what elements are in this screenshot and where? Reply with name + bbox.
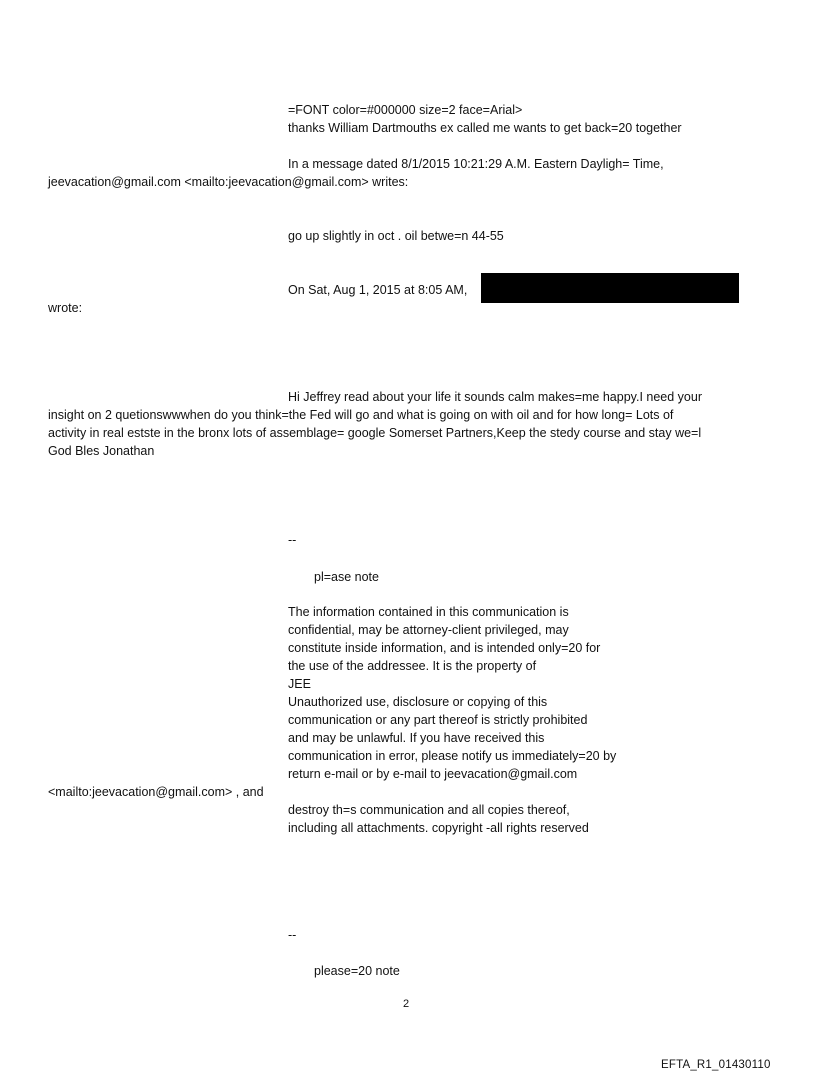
reply-oil-line: go up slightly in oct . oil betwe=n 44-55 xyxy=(288,229,504,243)
wrote-line: wrote: xyxy=(48,301,83,315)
disclaimer-line: confidential, may be attorney-client privileged, may xyxy=(288,623,569,637)
message-line-2: insight on 2 quetionswwwhen do you think=the Fed will go and what is going on with oil and for how long= Lots of xyxy=(48,408,674,422)
quote-header-sender: jeevacation@gmail.com <mailto:jeevacation@gmail.com> writes: xyxy=(48,175,409,189)
disclaimer-line: communication in error, please notify us immediately=20 by xyxy=(288,749,617,763)
bates-id: EFTA_R1_01430110 xyxy=(661,1059,771,1071)
disclaimer-line: communication or any part thereof is strictly prohibited xyxy=(288,713,588,727)
disclaimer-line: and may be unlawful. If you have received this xyxy=(288,731,545,745)
disclaimer-line: JEE xyxy=(288,677,311,691)
quote-header-line: In a message dated 8/1/2015 10:21:29 A.M. Eastern Dayligh= Time, xyxy=(288,157,664,171)
message-line-3: activity in real estste in the bronx lots of assemblage= google Somerset Partners,Keep the stedy course and stay we=l xyxy=(48,426,702,440)
disclaimer-end-line: destroy th=s communication and all copies thereof, xyxy=(288,803,570,817)
redaction-box xyxy=(481,273,739,303)
page-number: 2 xyxy=(403,998,410,1010)
disclaimer-line: the use of the addressee. It is the property of xyxy=(288,659,537,673)
on-date-line: On Sat, Aug 1, 2015 at 8:05 AM, xyxy=(288,283,468,297)
disclaimer-line: The information contained in this communication is xyxy=(288,605,569,619)
disclaimer-line: Unauthorized use, disclosure or copying of this xyxy=(288,695,548,709)
disclaimer-end-line: including all attachments. copyright -all rights reserved xyxy=(288,821,589,835)
signature-separator: -- xyxy=(288,533,297,547)
reply-line: thanks William Dartmouths ex called me wants to get back=20 together xyxy=(288,121,682,135)
message-line-4: God Bles Jonathan xyxy=(48,444,155,458)
disclaimer-line: return e-mail or by e-mail to jeevacation@gmail.com xyxy=(288,767,578,781)
disclaimer-line: constitute inside information, and is intended only=20 for xyxy=(288,641,601,655)
mailto-line: <mailto:jeevacation@gmail.com> , and xyxy=(48,785,264,799)
please-note-heading: pl=ase note xyxy=(314,570,379,584)
signature-separator: -- xyxy=(288,928,297,942)
message-line-1: Hi Jeffrey read about your life it sounds calm makes=me happy.I need your xyxy=(288,390,702,404)
font-tag-line: =FONT color=#000000 size=2 face=Arial> xyxy=(288,103,523,117)
please-note-heading: please=20 note xyxy=(314,964,400,978)
